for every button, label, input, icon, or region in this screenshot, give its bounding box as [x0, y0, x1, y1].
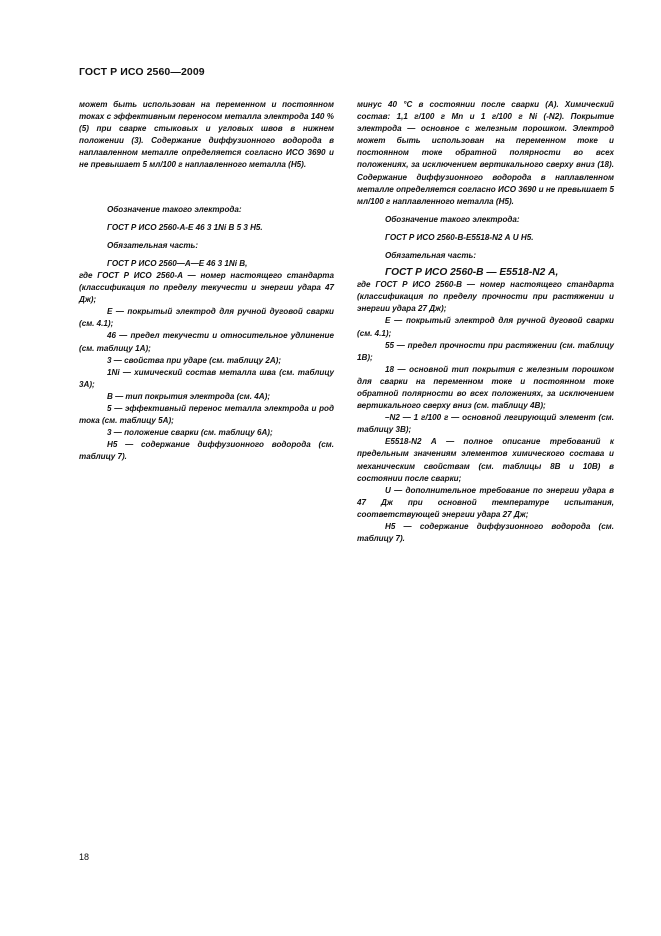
- list-item: Е — покрытый электрод для ручной дуговой сварки (см. 4.1);: [79, 307, 334, 329]
- list-item: 3 — положение сварки (см. таблицу 6А);: [107, 428, 273, 438]
- mandatory-text: ГОСТ Р ИСО 2560-В — Е5518-N2 А,: [385, 267, 559, 279]
- document-header: ГОСТ Р ИСО 2560—2009: [79, 66, 205, 78]
- list-item: H5 — содержание диффузионного водорода (см. таблицу 7).: [357, 522, 614, 544]
- list-item: –N2 — 1 г/100 г — основной легирующий элемент (см. таблицу 3В);: [357, 413, 614, 435]
- list-item: U — дополнительное требование по энергии удара в 47 Дж при основной температуре испытания, соответствующей энергии удара 27 Дж;: [357, 485, 614, 519]
- mandatory-label: Обязательная часть:: [107, 240, 199, 250]
- intro-paragraph: минус 40 °С в состоянии после сварки (А). Химический состав: 1,1 г/100 г Mn и 1 г/100 г Ni (-N2). Покрытие электрода — основное с железным порошком. Электрод может быть использован на переменном токе и постоянном токе обратной полярности во всех положениях, за исключением вертикального сверху вниз (18). Содержание диффузионного водорода в наплавленном металле определяется согласно ИСО 3690 и не превышает 5 мл/100 г наплавленного металла (H5).: [357, 100, 614, 206]
- mandatory-label: Обязательная часть:: [385, 251, 477, 261]
- mandatory-text: ГОСТ Р ИСО 2560—А—Е 46 3 1Ni В,: [107, 258, 248, 268]
- list-item: Е — покрытый электрод для ручной дуговой сварки (см. 4.1);: [357, 316, 614, 338]
- designation-text: ГОСТ Р ИСО 2560-В-Е5518-N2 А U H5.: [385, 232, 534, 242]
- list-item: 5 — эффективный перенос металла электрода и род тока (см. таблицу 5А);: [79, 403, 334, 426]
- designation-label: Обозначение такого электрода:: [385, 214, 520, 224]
- list-item: 55 — предел прочности при растяжении (см. таблицу 1В);: [357, 340, 614, 362]
- right-column: [357, 99, 614, 545]
- list-item: 3 — свойства при ударе (см. таблицу 2А);: [107, 355, 282, 365]
- list-item: 18 — основной тип покрытия с железным порошком для сварки на переменном токе и постоянном токе обратной полярности во всех положениях, за исключением вертикального сверху вниз (см. таблицу 4В);: [357, 364, 614, 411]
- intro-paragraph: может быть использован на переменном и постоянном токах с эффективным переносом металла электрода 140 % (5) при сварке стыковых и угловых швов в нижнем положении (3). Содержание диффузионного водорода в наплавленном металле определяется согласно ИСО 3690 и не превышает 5 мл/100 г наплавленного металла (H5).: [79, 100, 334, 170]
- list-item: 46 — предел текучести и относительное удлинение (см. таблицу 1А);: [79, 331, 334, 353]
- list-item: H5 — содержание диффузионного водорода (см. таблицу 7).: [79, 440, 334, 462]
- designation-label: Обозначение такого электрода:: [107, 204, 242, 214]
- where-text: где ГОСТ Р ИСО 2560-А — номер настоящего стандарта (классификация по пределу текучести и энергии удара 47 Дж);: [79, 270, 334, 305]
- list-item: Е5518-N2 А — полное описание требований к предельным значениям элементов химического состава и механическим свойствам (см. таблицы 8В и 10В) в состоянии после сварки;: [357, 437, 614, 483]
- list-item: 1Ni — химический состав металла шва (см. таблицу 3А);: [79, 367, 334, 389]
- where-text: где ГОСТ Р ИСО 2560-В — номер настоящего стандарта (классификация по пределу прочности при растяжении и энергии удара 27 Дж);: [357, 280, 614, 314]
- list-item: В — тип покрытия электрода (см. 4А);: [107, 391, 271, 401]
- designation-text: ГОСТ Р ИСО 2560-А-Е 46 3 1Ni В 5 3 H5.: [107, 222, 263, 232]
- left-column: [79, 99, 334, 463]
- page-number: 18: [79, 852, 90, 862]
